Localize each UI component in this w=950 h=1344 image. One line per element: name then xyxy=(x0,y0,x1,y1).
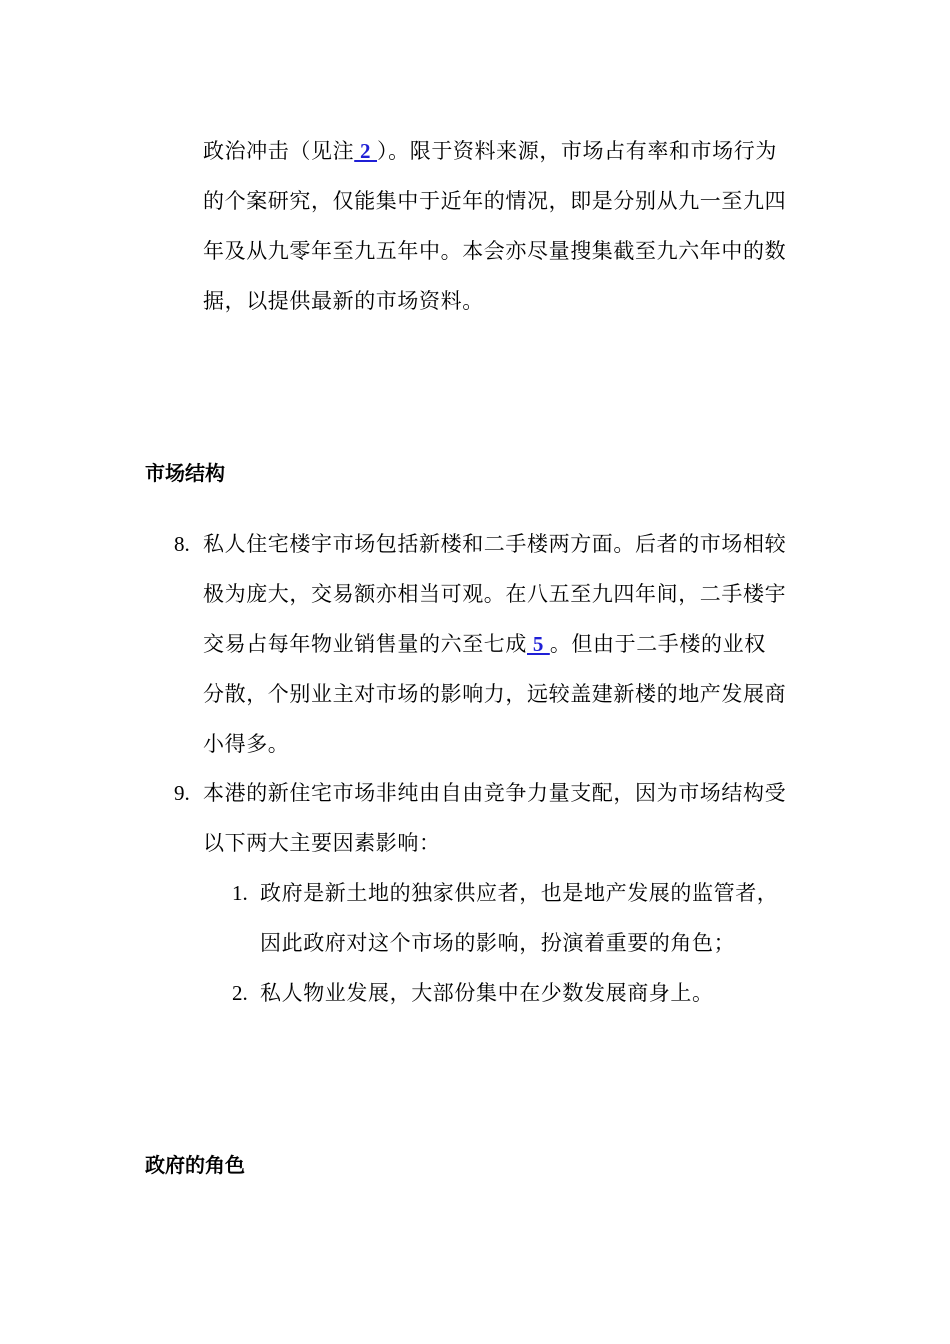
intro-line-4: 据，以提供最新的市场资料。 xyxy=(203,289,484,313)
item8-text: 。但由于二手楼的业权 xyxy=(549,632,766,656)
item8-line-1: 私人住宅楼宇市场包括新楼和二手楼两方面。后者的市场相较 xyxy=(203,532,787,556)
intro-line-3: 年及从九零年至九五年中。本会亦尽量搜集截至九六年中的数 xyxy=(203,239,787,263)
intro-line-1 xyxy=(203,137,777,165)
list-number-8: 8. xyxy=(174,532,190,556)
section-heading-government-role: 政府的角色 xyxy=(145,1153,245,1177)
sub1-line-1: 政府是新土地的独家供应者，也是地产发展的监管者， xyxy=(260,881,779,905)
section-heading-market-structure: 市场结构 xyxy=(145,461,225,485)
intro-line-2: 的个案研究，仅能集中于近年的情况，即是分别从九一至九四 xyxy=(203,189,787,213)
item9-line-1: 本港的新住宅市场非纯由自由竞争力量支配，因为市场结构受 xyxy=(203,781,787,805)
item8-line-2: 极为庞大，交易额亦相当可观。在八五至九四年间，二手楼宇 xyxy=(203,582,787,606)
item8-line-4: 分散，个别业主对市场的影响力，远较盖建新楼的地产发展商 xyxy=(203,682,787,706)
sub2-line-1: 私人物业发展，大部份集中在少数发展商身上。 xyxy=(260,981,714,1005)
footnote-link-5[interactable]: 5 xyxy=(527,632,550,656)
item9-line-2: 以下两大主要因素影响： xyxy=(203,831,441,855)
footnote-link-2[interactable]: 2 xyxy=(354,139,378,163)
item8-text: 交易占每年物业销售量的六至七成 xyxy=(203,632,527,656)
intro-text: 政治冲击（见注 xyxy=(203,139,355,163)
intro-text: ）。限于资料来源，市场占有率和市场行为 xyxy=(377,139,777,163)
item8-line-5: 小得多。 xyxy=(203,732,290,756)
sub1-line-2: 因此政府对这个市场的影响，扮演着重要的角色； xyxy=(260,931,736,955)
list-number-9: 9. xyxy=(174,781,190,805)
sublist-number-1: 1. xyxy=(232,881,248,905)
sublist-number-2: 2. xyxy=(232,981,248,1005)
item8-line-3 xyxy=(203,630,766,658)
